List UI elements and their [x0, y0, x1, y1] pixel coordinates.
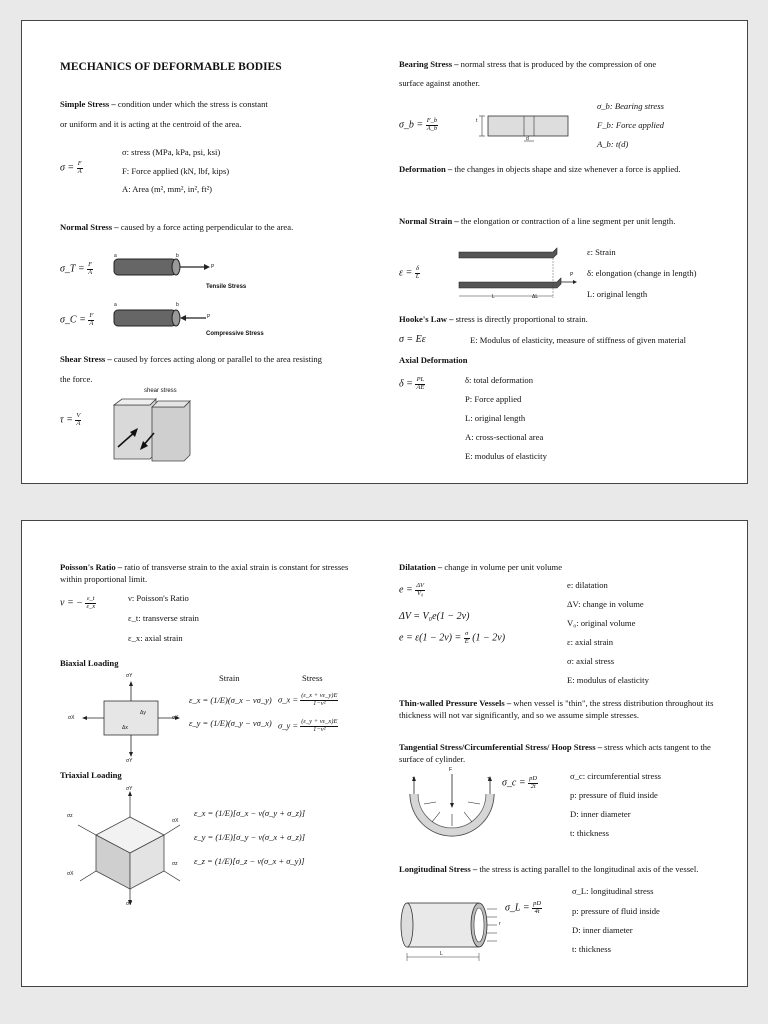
- shear-stress-figure-label: shear stress: [144, 388, 177, 394]
- normal-stress-def: Normal Stress – caused by a force acting perpendicular to the area.: [60, 222, 294, 232]
- longitudinal-r-label: r: [499, 921, 501, 927]
- biaxial-dx-label: Δx: [122, 725, 128, 731]
- bearing-stress-def: Bearing Stress – normal stress that is produced by the compression of one: [399, 59, 657, 69]
- deformation-def: Deformation – the changes in objects shape and size whenever a force is applied.: [399, 164, 681, 174]
- biaxial-strain-x: ε_x = (1/E)(σ_x − νσ_y): [189, 695, 272, 705]
- poissons-ratio-var: ν: Poisson's Ratio: [128, 593, 189, 603]
- bearing-stress-def-2: surface against another.: [399, 78, 480, 88]
- dilatation-eq-2: ΔV = V₀e(1 − 2ν): [399, 611, 470, 622]
- strain-P-label: P: [570, 272, 574, 278]
- compressive-stress-label: Compressive Stress: [206, 331, 264, 337]
- simple-stress-var: σ: stress (MPa, kPa, psi, ksi): [122, 147, 221, 157]
- triaxial-sy-label: σY: [126, 786, 133, 792]
- biaxial-heading: Biaxial Loading: [60, 658, 119, 668]
- point-b-label: b: [176, 302, 179, 308]
- hookes-law-def: Hooke's Law – stress is directly proportional to strain.: [399, 314, 588, 324]
- point-a-label: a: [114, 302, 117, 308]
- point-a-label: a: [114, 253, 117, 259]
- axial-deformation-var: δ: total deformation: [465, 375, 534, 385]
- axial-deformation-var: E: modulus of elasticity: [465, 451, 547, 461]
- normal-strain-var: ε: Strain: [587, 247, 616, 257]
- triaxial-sx-label: σX: [67, 871, 74, 877]
- strain-bar-figure: [457, 246, 577, 306]
- bearing-stress-var: F_b: Force applied: [597, 120, 664, 130]
- hoop-T-label: T: [412, 777, 416, 783]
- hoop-stress-var: t: thickness: [570, 828, 609, 838]
- longitudinal-stress-def: Longitudinal Stress – the stress is acting parallel to the longitudinal axis of the vessel.: [399, 864, 699, 874]
- hoop-T-label: T: [487, 777, 491, 783]
- longitudinal-stress-equation: σ_L = $\frac{pD}{4t}$: [505, 900, 542, 915]
- triaxial-cube-figure: [68, 789, 188, 907]
- dilatation-eq-1: e = $\frac{\Delta V}{\text{V₀}}$: [399, 582, 424, 597]
- triaxial-heading: Triaxial Loading: [60, 770, 122, 780]
- biaxial-sx-label: σX: [68, 715, 75, 721]
- simple-stress-def: Simple Stress – condition under which the stress is constant: [60, 99, 268, 109]
- normal-strain-equation: ε = $\frac{\delta}{L}$: [399, 265, 420, 280]
- axial-deformation-var: L: original length: [465, 413, 526, 423]
- dilatation-var: E: modulus of elasticity: [567, 675, 649, 685]
- biaxial-strain-y: ε_y = (1/E)(σ_y − νσ_x): [189, 718, 272, 728]
- longitudinal-stress-var: t: thickness: [572, 944, 611, 954]
- hookes-law-equation: σ = Eε: [399, 334, 426, 345]
- normal-strain-def: Normal Strain – the elongation or contraction of a line segment per unit length.: [399, 216, 676, 226]
- axial-deformation-equation: δ = $\frac{PL}{AE}$: [399, 376, 425, 391]
- biaxial-sy-label: σY: [126, 673, 133, 679]
- bearing-d-label: d: [526, 136, 529, 142]
- biaxial-stress-col: Stress: [302, 673, 323, 683]
- compressive-bar-figure: [112, 304, 212, 334]
- axial-deformation-var: A: cross-sectional area: [465, 432, 544, 442]
- biaxial-strain-col: Strain: [219, 673, 240, 683]
- longitudinal-vessel-figure: [399, 899, 509, 963]
- simple-stress-equation: σ = $\frac{F}{A}$: [60, 160, 82, 175]
- dilatation-var: ε: axial strain: [567, 637, 614, 647]
- dilatation-var: V₀: original volume: [567, 618, 636, 628]
- poissons-ratio-var: ε_t: transverse strain: [128, 613, 199, 623]
- poissons-ratio-def: Poisson's Ratio – ratio of transverse strain to the axial strain is constant for stresses within proportional limit.: [60, 562, 349, 585]
- shear-stress-def-2: the force.: [60, 374, 93, 384]
- bearing-t-label: t: [476, 118, 478, 124]
- simple-stress-var: A: Area (m², mm², in², ft²): [122, 184, 213, 194]
- triaxial-sz-label: σz: [67, 813, 73, 819]
- strain-dL-label: ΔL: [532, 294, 539, 300]
- poissons-ratio-equation: ν = − $\frac{\varepsilon\_t}{\varepsilon\_x}$: [60, 595, 96, 610]
- triaxial-eq-x: ε_x = (1/E)[σ_x − ν(σ_y + σ_z)]: [194, 808, 306, 818]
- longitudinal-stress-var: D: inner diameter: [572, 925, 633, 935]
- hoop-stress-figure: [402, 776, 502, 846]
- biaxial-stress-y: σ_y = $\frac{(\varepsilon\_y + \nu\varepsilon\_x)E}{\text{1−ν²}}$: [278, 718, 338, 733]
- compressive-stress-equation: σ_C = $\frac{F}{A}$: [60, 312, 94, 327]
- shear-stress-def: Shear Stress – caused by forces acting along or parallel to the area resisting: [60, 354, 322, 364]
- bearing-plate-figure: [474, 114, 574, 148]
- axial-deformation-var: P: Force applied: [465, 394, 522, 404]
- normal-strain-var: L: original length: [587, 289, 648, 299]
- hoop-stress-var: p: pressure of fluid inside: [570, 790, 658, 800]
- hoop-stress-equation: σ_c = $\frac{pD}{2t}$: [502, 775, 538, 790]
- triaxial-eq-y: ε_y = (1/E)[σ_y − ν(σ_x + σ_z)]: [194, 832, 306, 842]
- longitudinal-L-label: L: [440, 951, 443, 957]
- dilatation-var: e: dilatation: [567, 580, 608, 590]
- strain-L-label: L: [492, 294, 495, 300]
- bearing-stress-var: σ_b: Bearing stress: [597, 101, 664, 111]
- bearing-stress-var: A_b: t(d): [597, 139, 629, 149]
- longitudinal-stress-var: σ_L: longitudinal stress: [572, 886, 654, 896]
- dilatation-var: ΔV: change in volume: [567, 599, 644, 609]
- dilatation-var: σ: axial stress: [567, 656, 615, 666]
- thin-walled-def: Thin-walled Pressure Vessels – when vessel is "thin", the stress distribution throughout its thickness will not var significantly, and so we assume simple stresses.: [399, 698, 714, 721]
- hoop-F-label: F: [449, 767, 453, 773]
- triaxial-sz-label: σz: [172, 861, 178, 867]
- biaxial-stress-x: σ_x = $\frac{(\varepsilon\_x + \nu\varepsilon\_y)E}{\text{1−ν²}}$: [278, 692, 338, 707]
- force-p-label: P: [211, 264, 215, 270]
- axial-deformation-heading: Axial Deformation: [399, 355, 468, 365]
- shear-stress-figure: [114, 397, 194, 461]
- triaxial-eq-z: ε_z = (1/E)[σ_z − ν(σ_x + σ_y)]: [194, 856, 305, 866]
- normal-strain-var: δ: elongation (change in length): [587, 268, 697, 278]
- triaxial-sy-label: σY: [126, 901, 133, 907]
- triaxial-sx-label: σX: [172, 818, 179, 824]
- hoop-stress-var: D: inner diameter: [570, 809, 631, 819]
- simple-stress-var: F: Force applied (kN, lbf, kips): [122, 166, 230, 176]
- page-2: [21, 520, 748, 987]
- simple-stress-def-2: or uniform and it is acting at the centroid of the area.: [60, 119, 242, 129]
- tensile-bar-figure: [112, 253, 215, 283]
- dilatation-eq-3: e = ε(1 − 2ν) = $\frac{\sigma}{E}$ (1 − 2ν): [399, 630, 506, 645]
- biaxial-sy-label: σY: [126, 758, 133, 764]
- biaxial-dy-label: Δy: [140, 710, 146, 716]
- bearing-stress-equation: σ_b = $\frac{F\_b}{A\_b}$: [399, 117, 438, 132]
- dilatation-def: Dilatation – change in volume per unit volume: [399, 562, 563, 572]
- page-1: [21, 20, 748, 484]
- page-title: MECHANICS OF DEFORMABLE BODIES: [60, 61, 282, 73]
- biaxial-sx-label: σX: [172, 715, 179, 721]
- shear-stress-equation: τ = $\frac{V}{A}$: [60, 412, 81, 427]
- hookes-law-var: E: Modulus of elasticity, measure of stiffness of given material: [470, 335, 686, 345]
- poissons-ratio-var: ε_x: axial strain: [128, 633, 183, 643]
- longitudinal-stress-var: p: pressure of fluid inside: [572, 906, 660, 916]
- force-p-label: P: [207, 314, 211, 320]
- hoop-stress-def: Tangential Stress/Circumferential Stress/ Hoop Stress – stress which acts tangent to the surface of cylinder.: [399, 742, 711, 765]
- point-b-label: b: [176, 253, 179, 259]
- tensile-stress-label: Tensile Stress: [206, 284, 247, 290]
- hoop-stress-var: σ_c: circumferential stress: [570, 771, 662, 781]
- biaxial-element-figure: [78, 681, 188, 767]
- tensile-stress-equation: σ_T = $\frac{F}{A}$: [60, 261, 93, 276]
